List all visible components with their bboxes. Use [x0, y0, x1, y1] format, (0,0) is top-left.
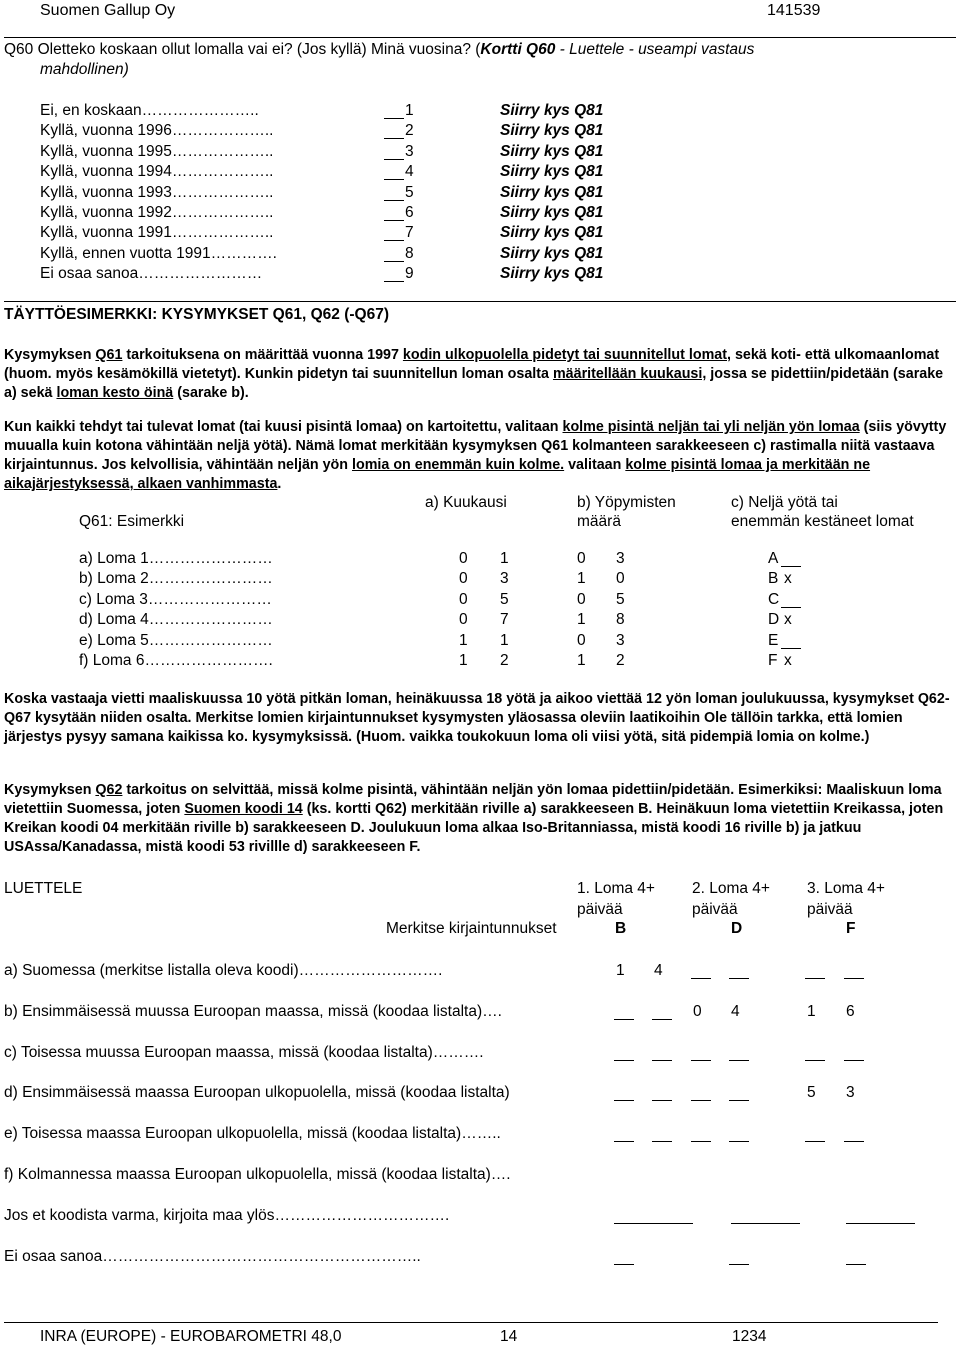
q62-code-blank — [691, 978, 711, 979]
luettele-label: LUETTELE — [4, 880, 83, 897]
q62-row-label: f) Kolmannessa maassa Euroopan ulkopuolella, missä (koodaa listalta)…. — [4, 1166, 511, 1183]
header-company: Suomen Gallup Oy — [40, 2, 176, 19]
instruction-paragraph-3: Koska vastaaja vietti maaliskuussa 10 yötä pitkän loman, heinäkuussa 18 yötä ja aikoo viettää 12 yön loman joulukuussa, kysymykset Q62-Q67 kysytään niiden osalta. Merkitse lomien kirjaintunnukset kysymysten yläosassa oleviin laatikoihin Ole tällöin tarkka, että lomien järjestys pysyy samana kaikissa ko. kysymyksissä. (Huom. vaikka toukokuun loma oli viisi yötä, sitä pidempiä lomia on kolme.) — [4, 691, 950, 745]
q62-code-blank — [614, 1141, 634, 1142]
section-rule — [4, 301, 956, 302]
q61-cell: 0 — [577, 590, 586, 608]
q61-cell: 1 — [500, 631, 509, 649]
footer-title: INRA (EUROPE) - EUROBAROMETRI 48,0 — [40, 1328, 342, 1345]
q60-option-code: 2 — [405, 122, 414, 140]
q61-mark-blank — [781, 566, 801, 567]
instruction-paragraph-1: Kysymyksen Q61 tarkoituksena on määrittää vuonna 1997 kodin ulkopuolella pidetyt tai suunnitellut lomat, sekä koti- että ulkomaanlomat (huom. myös kesämökillä vietetyt). Kunkin pidetyn tai suunnitellun loman osalta määritellään kuukausi, jossa se pidettiin/pidetään (sarake a) sekä loman kesto öinä (sarake b). — [4, 347, 944, 401]
q62-code-blank — [691, 1141, 711, 1142]
q60-option-label: Ei, en koskaan………………….. — [40, 102, 259, 119]
q60-option-label: Kyllä, vuonna 1992……………….. — [40, 204, 274, 221]
q62-col3-header-2: päivää — [807, 901, 853, 918]
q62-row-label: e) Toisessa maassa Euroopan ulkopuolella, missä (koodaa listalta)…….. — [4, 1125, 501, 1143]
q61-row-label: c) Loma 3…………………… — [79, 590, 272, 608]
q62-code-blank — [614, 1019, 634, 1020]
q61-cell: 1 — [459, 631, 468, 649]
q61-cell: 0 — [459, 611, 468, 629]
q62-code-digit: 6 — [846, 1002, 855, 1020]
q61-cell: 0 — [459, 550, 468, 567]
q62-code-blank — [805, 1060, 825, 1061]
q62-row-label: a) Suomessa (merkitse listalla oleva koodi)………………………. — [4, 962, 443, 979]
q61-cell: 1 — [500, 550, 509, 567]
q61-check-mark: x — [784, 611, 792, 629]
q62-code-blank — [652, 1060, 672, 1061]
q61-cell: 1 — [577, 570, 586, 588]
q62-col3-header: 3. Loma 4+ — [807, 880, 885, 897]
q61-col-c-header: c) Neljä yötä tai — [731, 494, 838, 511]
q62-country-blank — [846, 1223, 915, 1224]
q62-code-blank — [614, 1100, 634, 1101]
q61-cell: 0 — [459, 570, 468, 588]
q61-row-label: a) Loma 1…………………… — [79, 550, 273, 567]
q60-option-code: 5 — [405, 183, 414, 201]
header-survey-number: 141539 — [767, 2, 821, 19]
q61-cell: 5 — [500, 590, 509, 608]
q62-dk-blank — [614, 1264, 634, 1265]
q60-option-route: Siirry kys Q81 — [500, 265, 604, 283]
q62-code-blank — [729, 978, 749, 979]
example-heading: TÄYTTÖESIMERKKI: KYSYMYKSET Q61, Q62 (-Q67) — [4, 306, 389, 323]
q60-code-blank — [384, 240, 404, 241]
q62-col2-header: 2. Loma 4+ — [692, 880, 770, 897]
q60-option-label: Ei osaa sanoa…………………… — [40, 265, 263, 283]
instruction-paragraph-2: Kun kaikki tehdyt tai tulevat lomat (tai kuusi pisintä lomaa) on kartoitettu, valitaan kolme pisintä neljän tai yli neljän yön lomaa (siis yövytty muualla kuin kotona vähintään neljä yötä). Nämä lomat merkitään kysymyksen Q61 kolmanteen sarakkeeseen c) rastimalla niitä vastaava kirjaintunnus. Jos kelvollisia, vähintään neljän yön lomia on enemmän kuin kolme. valitaan kolme pisintä lomaa ja merkitään ne aikajärjestyksessä, alkaen vanhimmasta. — [4, 419, 947, 492]
mark-letter-b: B — [615, 920, 627, 937]
q60-option-route: Siirry kys Q81 — [500, 183, 604, 201]
q61-cell: 3 — [616, 631, 625, 649]
q62-code-digit: 4 — [731, 1002, 740, 1020]
q61-letter: C — [768, 590, 780, 608]
q61-cell: 0 — [577, 550, 586, 567]
q60-code-blank — [384, 281, 404, 282]
q61-letter: E — [768, 631, 779, 649]
q60-option-code: 6 — [405, 204, 414, 221]
q61-cell: 3 — [500, 570, 509, 588]
q62-code-digit: 4 — [654, 962, 663, 979]
footer-code: 1234 — [732, 1328, 767, 1345]
q61-col-b-header: b) Yöpymisten — [577, 494, 676, 511]
q60-option-code: 1 — [405, 102, 414, 119]
q62-code-blank — [844, 1060, 864, 1061]
q62-code-blank — [652, 1141, 672, 1142]
q62-row-label: Jos et koodista varma, kirjoita maa ylös……………………………. — [4, 1206, 450, 1224]
q61-row-label: d) Loma 4…………………… — [79, 611, 273, 629]
q60-option-route: Siirry kys Q81 — [500, 244, 604, 262]
q60-option-route: Siirry kys Q81 — [500, 224, 604, 242]
q62-code-blank — [652, 1019, 672, 1020]
q60-option-route: Siirry kys Q81 — [500, 204, 604, 221]
q60-code-blank — [384, 179, 404, 180]
q62-code-digit: 0 — [693, 1002, 702, 1020]
instruction-paragraph-4: Kysymyksen Q62 tarkoitus on selvittää, missä kolme pisintä, vähintään neljän yön lomaa pidettiin/pidetään. Esimerkiksi: Maaliskuun loma vietettiin Suomessa, joten Suomen koodi 14 (ks. kortti Q62) merkitään riville a) sarakkeeseen B. Heinäkuun loma vietettiin Kreikassa, joten Kreikan koodi 04 merkitään riville b) sarakkeeseen D. Joulukuun loma alkaa Iso-Britanniassa, mistä koodi 16 riville b) ja jatkuu USAssa/Kanadassa, mistä koodi 53 rivillle d) sarakkeeseen F. — [4, 782, 944, 855]
q61-check-mark: x — [784, 570, 792, 588]
q60-option-route: Siirry kys Q81 — [500, 122, 604, 140]
q62-code-blank — [729, 1141, 749, 1142]
q62-code-blank — [729, 1100, 749, 1101]
q62-row-label: d) Ensimmäisessä maassa Euroopan ulkopuolella, missä (koodaa listalta) — [4, 1084, 510, 1102]
q61-row-label: f) Loma 6……………………. — [79, 652, 273, 669]
q60-option-code: 7 — [405, 224, 414, 242]
q61-cell: 0 — [616, 570, 625, 588]
q62-country-blank — [614, 1223, 693, 1224]
q61-check-mark: x — [784, 652, 792, 669]
q61-cell: 1 — [577, 611, 586, 629]
q60-option-label: Kyllä, ennen vuotta 1991…………. — [40, 244, 277, 262]
q60-option-route: Siirry kys Q81 — [500, 142, 604, 160]
q60-option-label: Kyllä, vuonna 1995……………….. — [40, 142, 274, 160]
q61-label: Q61: Esimerkki — [79, 513, 185, 530]
q62-code-digit: 1 — [616, 962, 625, 979]
q60-option-label: Kyllä, vuonna 1996……………….. — [40, 122, 274, 140]
q60-option-route: Siirry kys Q81 — [500, 102, 604, 119]
q61-cell: 2 — [616, 652, 625, 669]
q61-col-a-header: a) Kuukausi — [425, 494, 507, 511]
q61-cell: 8 — [616, 611, 625, 629]
q62-code-blank — [844, 978, 864, 979]
q60-code-blank — [384, 200, 404, 201]
q61-mark-blank — [781, 607, 801, 608]
q60-code-blank — [384, 159, 404, 160]
q62-code-digit: 3 — [846, 1084, 855, 1102]
q62-dk-blank — [729, 1264, 749, 1265]
q61-cell: 0 — [577, 631, 586, 649]
q60-option-code: 4 — [405, 163, 414, 181]
q60-code-blank — [384, 118, 404, 119]
mark-letters-label: Merkitse kirjaintunnukset — [386, 920, 557, 937]
q60-option-label: Kyllä, vuonna 1994……………….. — [40, 163, 274, 181]
q62-row-label: Ei osaa sanoa…………………………………………………….. — [4, 1247, 421, 1265]
q62-row-label: c) Toisessa muussa Euroopan maassa, missä (koodaa listalta)………. — [4, 1043, 484, 1061]
q62-code-blank — [614, 1060, 634, 1061]
q60-option-label: Kyllä, vuonna 1993……………….. — [40, 183, 274, 201]
q60-option-code: 9 — [405, 265, 414, 283]
footer-rule — [4, 1322, 938, 1323]
q62-dk-blank — [846, 1264, 866, 1265]
q60-option-code: 3 — [405, 142, 414, 160]
q61-cell: 1 — [459, 652, 468, 669]
q60-question-cont: mahdollinen) — [40, 61, 129, 78]
q62-code-blank — [729, 1060, 749, 1061]
q61-col-b-header-2: määrä — [577, 513, 621, 530]
header-rule — [4, 37, 956, 38]
q62-code-blank — [805, 978, 825, 979]
q62-code-digit: 1 — [807, 1002, 816, 1020]
q61-mark-blank — [781, 648, 801, 649]
q60-code-blank — [384, 261, 404, 262]
q60-question: Q60 Oletteko koskaan ollut lomalla vai ei? (Jos kyllä) Minä vuosina? (Kortti Q60 - Luettele - useampi vastaus — [4, 41, 755, 58]
q62-col1-header: 1. Loma 4+ — [577, 880, 655, 897]
q62-code-blank — [691, 1100, 711, 1101]
q62-code-digit: 5 — [807, 1084, 816, 1102]
q62-country-blank — [731, 1223, 800, 1224]
q62-code-blank — [652, 1100, 672, 1101]
q61-cell: 0 — [459, 590, 468, 608]
q61-row-label: b) Loma 2…………………… — [79, 570, 273, 588]
q60-option-route: Siirry kys Q81 — [500, 163, 604, 181]
q61-letter: D — [768, 611, 780, 629]
q61-letter: B — [768, 570, 779, 588]
q62-code-blank — [805, 1141, 825, 1142]
q61-cell: 2 — [500, 652, 509, 669]
q61-cell: 3 — [616, 550, 625, 567]
q61-letter: A — [768, 550, 779, 567]
q60-code-blank — [384, 220, 404, 221]
mark-letter-f: F — [846, 920, 856, 937]
q61-cell: 1 — [577, 652, 586, 669]
q62-col2-header-2: päivää — [692, 901, 738, 918]
q60-code-blank — [384, 138, 404, 139]
q62-col1-header-2: päivää — [577, 901, 623, 918]
q62-row-label: b) Ensimmäisessä muussa Euroopan maassa, missä (koodaa listalta)…. — [4, 1002, 502, 1020]
q60-option-label: Kyllä, vuonna 1991……………….. — [40, 224, 274, 242]
q61-col-c-header-2: enemmän kestäneet lomat — [731, 513, 914, 530]
q62-code-blank — [844, 1141, 864, 1142]
footer-page-number: 14 — [500, 1328, 518, 1345]
q62-code-blank — [691, 1060, 711, 1061]
q60-option-code: 8 — [405, 244, 414, 262]
q61-letter: F — [768, 652, 778, 669]
q61-cell: 7 — [500, 611, 509, 629]
q61-row-label: e) Loma 5…………………… — [79, 631, 273, 649]
q61-cell: 5 — [616, 590, 625, 608]
mark-letter-d: D — [731, 920, 743, 937]
